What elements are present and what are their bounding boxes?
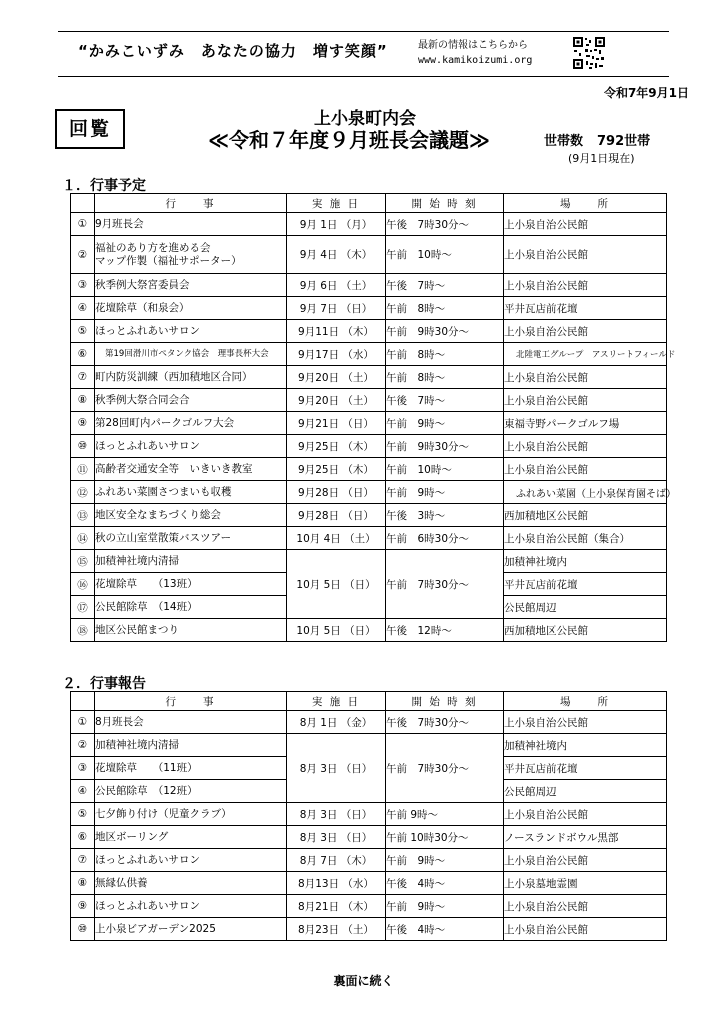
header-date: 実 施 日 [287,692,386,711]
row-place: 上小泉墓地霊園 [504,872,667,895]
row-event: ほっとふれあいサロン [95,435,287,458]
row-no: ③ [71,757,95,780]
row-place: 上小泉自治公民館 [504,849,667,872]
row-time: 午前 9時～ [386,849,504,872]
row-time: 午後 7時30分～ [386,711,504,734]
row-time: 午前 7時30分～ [386,734,504,803]
row-place: 上小泉自治公民館 [504,803,667,826]
row-time: 午前 9時～ [386,412,504,435]
row-time: 午前 9時～ [386,481,504,504]
row-event: 花壇除草（和泉会） [95,297,287,320]
circulation-stamp: 回覧 [55,109,125,149]
row-date: 8月 1日 （金） [287,711,386,734]
row-event: 七夕飾り付け（児童クラブ） [95,803,287,826]
row-event: 地区公民館まつり [95,619,287,642]
row-no: ⑮ [71,550,95,573]
row-no: ⑨ [71,412,95,435]
row-no: ⑩ [71,918,95,941]
row-no: ⑧ [71,389,95,412]
row-no: ⑦ [71,366,95,389]
row-no: ⑤ [71,320,95,343]
table-row [71,412,667,435]
row-no: ① [71,213,95,236]
household-value: 792世帯 [597,134,651,149]
table-header-row [71,692,667,711]
row-time: 午前 9時～ [386,895,504,918]
table-row [71,550,667,573]
row-place: 平井瓦店前花壇 [504,757,667,780]
row-event: 上小泉ビアガーデン2025 [95,918,287,941]
row-time: 午前 8時～ [386,343,504,366]
row-event-line1: 福祉のあり方を進める会 [95,241,211,254]
row-place: 上小泉自治公民館 [504,711,667,734]
row-no: ⑥ [71,826,95,849]
row-event: 花壇除草 （13班） [95,573,287,596]
row-event [95,236,287,274]
table-header-row [71,194,667,213]
row-time: 午前 9時～ [386,803,504,826]
table-row [71,711,667,734]
table-row [71,895,667,918]
row-event: 花壇除草 （11班） [95,757,287,780]
header-no [71,194,95,213]
row-event: 9月班長会 [95,213,287,236]
row-date: 8月23日 （土） [287,918,386,941]
schedule-table [70,193,676,642]
table-row [71,527,667,550]
row-place: 公民館周辺 [504,780,667,803]
table-row [71,458,667,481]
row-date: 9月25日 （木） [287,458,386,481]
row-date: 8月 3日 （日） [287,826,386,849]
continued-on-back: 裏面に続く [333,974,394,988]
row-no: ⑰ [71,596,95,619]
row-time: 午前 7時30分～ [386,550,504,619]
row-place: 西加積地区公民館 [504,504,667,527]
row-event: 秋の立山室堂散策バスツアー [95,527,287,550]
row-event: ほっとふれあいサロン [95,849,287,872]
row-time: 午前 10時～ [386,236,504,274]
row-date: 9月17日 （水） [287,343,386,366]
row-no: ⑤ [71,803,95,826]
row-no: ⑯ [71,573,95,596]
row-no: ⑱ [71,619,95,642]
header-place: 場 所 [504,692,667,711]
row-place: 加積神社境内 [504,734,667,757]
qr-code-icon[interactable] [572,36,606,70]
row-place: 加積神社境内 [504,550,667,573]
row-date: 8月13日 （水） [287,872,386,895]
table-row [71,320,667,343]
row-date: 8月 7日 （木） [287,849,386,872]
row-time: 午後 4時～ [386,918,504,941]
row-time: 午前 9時30分～ [386,320,504,343]
row-no: ② [71,236,95,274]
row-event: ふれあい菜園さつまいも収穫 [95,481,287,504]
row-date: 9月 7日 （日） [287,297,386,320]
row-event: 第28回町内パークゴルフ大会 [95,412,287,435]
row-time: 午前 8時～ [386,297,504,320]
row-no: ⑪ [71,458,95,481]
row-place: 上小泉自治公民館 [504,366,667,389]
table-row [71,213,667,236]
row-event: ほっとふれあいサロン [95,895,287,918]
table-row [71,849,667,872]
row-date: 9月21日 （日） [287,412,386,435]
row-date: 9月28日 （日） [287,504,386,527]
row-place: ノースランドボウル黒部 [504,826,667,849]
row-place: 上小泉自治公民館 [504,435,667,458]
table-row [71,366,667,389]
row-event: 加積神社境内清掃 [95,550,287,573]
table-row [71,826,667,849]
table-row [71,389,667,412]
row-date: 9月11日 （木） [287,320,386,343]
row-no: ⑫ [71,481,95,504]
table-row [71,297,667,320]
household-as-of: (9月1日現在) [568,152,635,165]
table-row [71,274,667,297]
header-place: 場 所 [504,194,667,213]
row-time: 午前 9時30分～ [386,435,504,458]
row-place: 上小泉自治公民館 [504,389,667,412]
header-time: 開 始 時 刻 [386,194,504,213]
header-no [71,692,95,711]
row-event: 高齢者交通安全等 いきいき教室 [95,458,287,481]
row-place: 上小泉自治公民館 [504,213,667,236]
row-time: 午後 7時～ [386,389,504,412]
header-rule [58,76,669,77]
row-event: 無縁仏供養 [95,872,287,895]
row-place: 公民館周辺 [504,596,667,619]
issue-date: 令和7年9月1日 [603,86,689,100]
row-no: ④ [71,780,95,803]
row-event: 公民館除草 （12班） [95,780,287,803]
row-time: 午前 10時～ [386,458,504,481]
row-place: 上小泉自治公民館 [504,458,667,481]
row-place: 上小泉自治公民館 [504,918,667,941]
report-table [70,691,667,941]
document-title: ≪令和７年度９月班長会議題≫ [208,128,490,152]
row-place: 平井瓦店前花壇 [504,297,667,320]
row-time: 午前 10時30分～ [386,826,504,849]
row-event: 地区安全なまちづくり総会 [95,504,287,527]
organization-name: 上小泉町内会 [314,109,416,129]
row-date: 8月21日 （木） [287,895,386,918]
row-event: 加積神社境内清掃 [95,734,287,757]
section-title-report: ２．行事報告 [62,676,146,692]
table-row [71,236,667,274]
row-place: 上小泉自治公民館 [504,320,667,343]
row-event: 町内防災訓練（西加積地区合同） [95,366,287,389]
row-event: 地区ボーリング [95,826,287,849]
row-place: 西加積地区公民館 [504,619,667,642]
row-date: 9月20日 （土） [287,389,386,412]
table-row [71,481,667,504]
row-no: ⑨ [71,895,95,918]
row-place: 平井瓦店前花壇 [504,573,667,596]
table-row [71,918,667,941]
table-row [71,619,667,642]
row-place: 北陸電工グループ アスリートフィールド [504,343,667,366]
row-date: 8月 3日 （日） [287,734,386,803]
row-place: 上小泉自治公民館 [504,895,667,918]
row-date: 9月 4日 （木） [287,236,386,274]
row-place: 上小泉自治公民館（集合） [504,527,667,550]
table-row [71,343,667,366]
row-no: ⑦ [71,849,95,872]
header-time: 開 始 時 刻 [386,692,504,711]
row-date: 8月 3日 （日） [287,803,386,826]
row-place: 東福寺野パークゴルフ場 [504,412,667,435]
household-count [544,130,650,149]
row-time: 午後 3時～ [386,504,504,527]
section-title-schedule: １．行事予定 [62,178,146,194]
row-time: 午後 7時30分～ [386,213,504,236]
row-time: 午後 7時～ [386,274,504,297]
row-place: ふれあい菜園（上小泉保育園そば） [504,481,667,504]
header-event: 行 事 [95,194,287,213]
row-no: ③ [71,274,95,297]
row-event: 第19回滑川市ペタンク協会 理事長杯大会 [95,343,287,366]
row-time: 午後 12時～ [386,619,504,642]
table-row [71,803,667,826]
row-event: ほっとふれあいサロン [95,320,287,343]
row-date: 9月20日 （土） [287,366,386,389]
latest-info-label: 最新の情報はこちらから [418,40,528,51]
row-no: ⑧ [71,872,95,895]
row-event: 秋季例大祭宮委員会 [95,274,287,297]
latest-info [418,38,532,68]
slogan: “かみこいずみ あなたの協力 増す笑顔” [78,42,388,60]
household-label: 世帯数 [544,134,584,149]
row-event: 秋季例大祭合同会合 [95,389,287,412]
row-no: ⑬ [71,504,95,527]
table-row [71,504,667,527]
row-place: 上小泉自治公民館 [504,236,667,274]
top-rule [58,31,669,32]
row-date: 10月 5日 （日） [287,619,386,642]
row-time: 午後 4時～ [386,872,504,895]
row-time: 午前 6時30分～ [386,527,504,550]
table-row [71,734,667,757]
row-event-line2: マップ作製（福祉サポーター） [95,254,242,267]
row-date: 9月 6日 （土） [287,274,386,297]
row-no: ⑭ [71,527,95,550]
row-event: 8月班長会 [95,711,287,734]
row-time: 午前 8時～ [386,366,504,389]
table-row [71,872,667,895]
header-event: 行 事 [95,692,287,711]
row-no: ② [71,734,95,757]
row-date: 9月28日 （日） [287,481,386,504]
row-no: ⑥ [71,343,95,366]
row-no: ① [71,711,95,734]
table-row [71,435,667,458]
row-no: ⑩ [71,435,95,458]
row-place: 上小泉自治公民館 [504,274,667,297]
header-date: 実 施 日 [287,194,386,213]
row-date: 10月 4日 （土） [287,527,386,550]
row-event: 公民館除草 （14班） [95,596,287,619]
row-date: 10月 5日 （日） [287,550,386,619]
website-url[interactable]: www.kamikoizumi.org [418,55,533,66]
row-no: ④ [71,297,95,320]
row-date: 9月25日 （木） [287,435,386,458]
row-date: 9月 1日 （月） [287,213,386,236]
